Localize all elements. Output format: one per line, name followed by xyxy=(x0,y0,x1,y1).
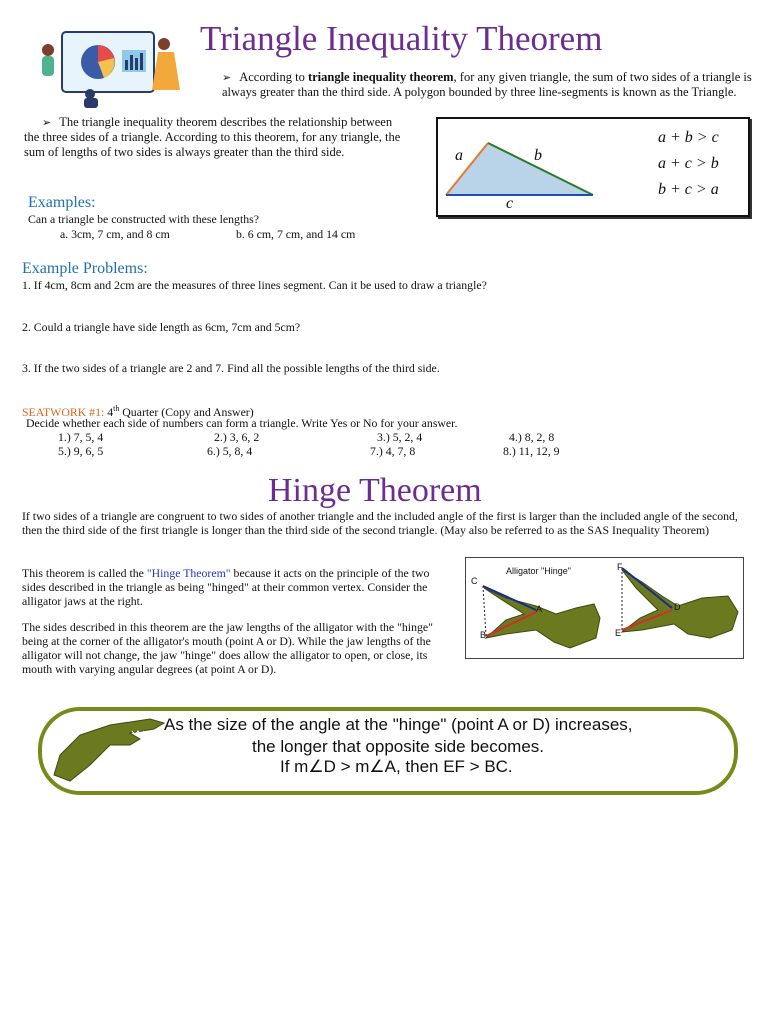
seatwork-item-4: 4.) 8, 2, 8 xyxy=(509,430,555,444)
inequality-1: a + b > c xyxy=(658,129,719,146)
problem-3: 3. If the two sides of a triangle are 2 and 7. Find all the possible lengths of the third side. xyxy=(22,361,440,375)
arrow-bullet-icon: ➢ xyxy=(222,71,232,84)
alligator-head-icon xyxy=(50,715,170,785)
seatwork-quarter-sup: th xyxy=(113,404,120,413)
definition-bullet-1 xyxy=(222,70,752,100)
banner-line-1: As the size of the angle at the "hinge" (point A or D) increases, xyxy=(164,715,633,734)
triangle-diagram-box xyxy=(436,117,750,217)
point-C-label: C xyxy=(471,576,478,586)
hinge-paragraph-3: The sides described in this theorem are the jaw lengths of the alligator with the "hinge" being at the corner of the alligator's mouth (point A or D). While the jaw lengths of the alligator will not change, the jaw "hinge" does allow the alligator to open, or close, its mouth with varying angular degrees (at point A or D). xyxy=(22,620,433,676)
example-problems-heading: Example Problems: xyxy=(22,260,148,277)
problem-2: 2. Could a triangle have side length as 6cm, 7cm and 5cm? xyxy=(22,320,301,334)
bullet2-text: The triangle inequality theorem describes the relationship between the three sides of a triangle. According to this theorem, for any triangle, the sum of lengths of two sides is always greater than the third side. xyxy=(24,115,401,159)
seatwork-item-5: 5.) 9, 6, 5 xyxy=(58,444,104,458)
seatwork-item-3: 3.) 5, 2, 4 xyxy=(377,430,423,444)
hinge-p2-post: because it acts on the principle of the two sides described in the triangle as being "hinged" at their common vertex. Consider the alligator jaws at the right. xyxy=(22,566,430,608)
inequality-3: b + c > a xyxy=(658,181,719,198)
clipart-illustration xyxy=(34,20,184,108)
presentation-clipart-icon xyxy=(34,20,184,108)
label-side-a: a xyxy=(455,147,463,164)
label-side-b: b xyxy=(534,147,542,164)
banner-line-2: the longer that opposite side becomes. xyxy=(252,737,545,756)
hinge-summary-banner xyxy=(38,707,738,795)
seatwork-quarter-rest: Quarter (Copy and Answer) xyxy=(119,404,254,419)
banner-line-3: If m∠D > m∠A, then EF > BC. xyxy=(280,757,513,776)
hinge-theorem-title: Hinge Theorem xyxy=(268,472,482,509)
point-E-label: E xyxy=(615,628,622,638)
example-option-b: b. 6 cm, 7 cm, and 14 cm xyxy=(236,227,356,241)
seatwork-item-2: 2.) 3, 6, 2 xyxy=(214,430,260,444)
example-option-a: a. 3cm, 7 cm, and 8 cm xyxy=(60,227,170,241)
bullet1-text-pre: According to xyxy=(239,70,308,84)
examples-heading: Examples: xyxy=(28,194,96,211)
page-title: Triangle Inequality Theorem xyxy=(200,19,603,58)
bullet1-text-post: , for any given triangle, the sum of two sides of a triangle is always greater than the third side. A polygon bounded by three line-segments is known as the Triangle. xyxy=(222,70,752,99)
examples-question: Can a triangle be constructed with these lengths? xyxy=(28,212,259,226)
point-A-label: A xyxy=(536,604,543,614)
definition-bullet-2 xyxy=(24,115,410,160)
seatwork-item-6: 6.) 5, 8, 4 xyxy=(207,444,253,458)
hinge-paragraph-2 xyxy=(22,566,450,608)
seatwork-instruction: Decide whether each side of numbers can form a triangle. Write Yes or No for your answer. xyxy=(26,416,458,430)
seatwork-item-7: 7.) 4, 7, 8 xyxy=(370,444,416,458)
point-F-label: F xyxy=(617,562,623,572)
seatwork-item-8: 8.) 11, 12, 9 xyxy=(503,444,560,458)
point-D-label: D xyxy=(674,602,681,612)
problem-1: 1. If 4cm, 8cm and 2cm are the measures of three lines segment. Can it be used to draw a triangle? xyxy=(22,278,487,292)
inequality-2: a + c > b xyxy=(658,155,719,172)
alligator-figure-caption: Alligator "Hinge" xyxy=(506,566,571,576)
seatwork-item-1: 1.) 7, 5, 4 xyxy=(58,430,104,444)
hinge-theorem-term: "Hinge Theorem" xyxy=(146,566,231,580)
bullet1-bold-term: triangle inequality theorem xyxy=(307,70,454,84)
label-side-c: c xyxy=(506,195,514,212)
hinge-paragraph-1: If two sides of a triangle are congruent to two sides of another triangle and the included angle of the first is larger than the included angle of the second, then the third side of the first triangle is longer than the third side of the second triangle. (May also be referred to as the SAS Inequality Theorem) xyxy=(22,509,738,537)
arrow-bullet-icon: ➢ xyxy=(42,116,52,129)
point-B-label: B xyxy=(480,630,487,640)
hinge-p2-pre: This theorem is called the xyxy=(22,566,147,580)
seatwork-label: SEATWORK #1: xyxy=(22,404,105,419)
seatwork-quarter-num: 4 xyxy=(107,404,114,419)
alligator-hinge-figure xyxy=(465,557,744,659)
